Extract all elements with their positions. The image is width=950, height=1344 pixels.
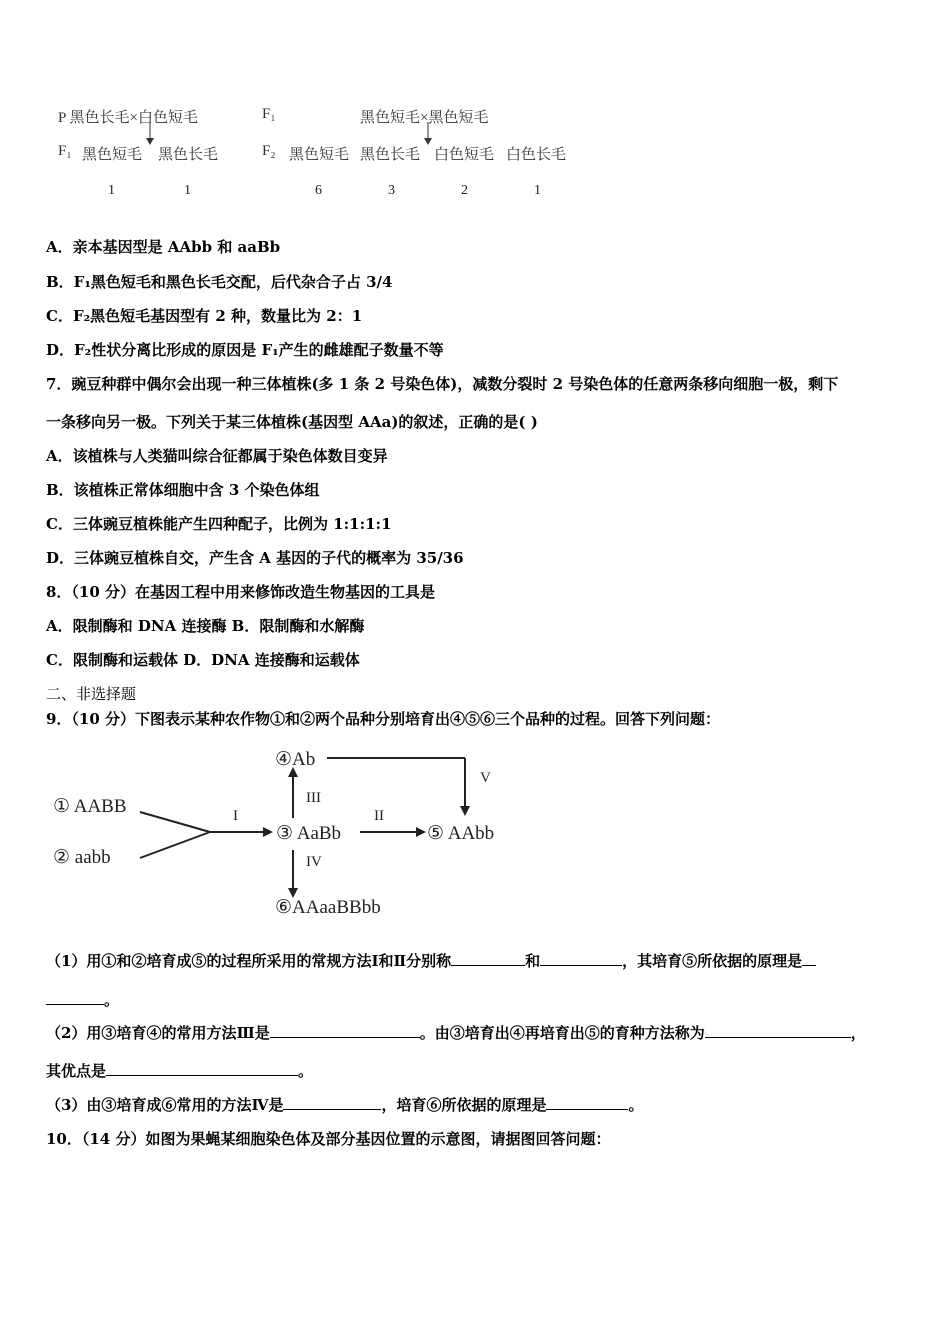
f1-phenotype-b: 黑色长毛 [158, 147, 219, 163]
answer-blank[interactable] [802, 951, 816, 966]
method-label-1: I [233, 808, 238, 824]
method-label-5: V [480, 770, 491, 786]
q9-part2-text-c: ， [850, 1024, 866, 1042]
q9-part3-text-a: （3）由③培育成⑥常用的方法Ⅳ是 [46, 1096, 284, 1114]
answer-blank[interactable] [705, 1023, 851, 1038]
q7-option-d: D．三体豌豆植株自交，产生含 A 基因的子代的概率为 35/36 [46, 549, 464, 567]
q9-stem: 9．（10 分）下图表示某种农作物①和②两个品种分别培育出④⑤⑥三个品种的过程。回答下列问题： [46, 710, 721, 728]
q9-part2-cont [46, 1060, 313, 1081]
q6-option-d: D．F₂性状分离比形成的原因是 F₁产生的雌雄配子数量不等 [46, 341, 444, 359]
q9-part2-text-a: （2）用③培育④的常用方法Ⅲ是 [46, 1024, 270, 1042]
answer-blank[interactable] [451, 951, 525, 966]
f1-label: F₁ [262, 106, 276, 122]
answer-blank[interactable] [106, 1061, 298, 1076]
variety-3: ③ AaBb [276, 823, 342, 844]
q9-part1-text-c: ，其培育⑤所依据的原理是 [622, 952, 803, 970]
q9-part1-text-b: 和 [525, 952, 541, 970]
f2-phenotype: 白色短毛 [434, 147, 495, 163]
answer-blank[interactable] [540, 951, 622, 966]
q7-stem-line2: 一条移向另一极。下列关于某三体植株(基因型 AAa)的叙述，正确的是( ) [46, 413, 538, 431]
q10-stem: 10．（14 分）如图为果蝇某细胞染色体及部分基因位置的示意图，请据图回答问题： [46, 1130, 611, 1148]
ratio-value: 6 [315, 183, 322, 198]
ratio-value: 2 [461, 183, 468, 198]
q8-options-cd: C．限制酶和运载体 D．DNA 连接酶和运载体 [46, 651, 360, 669]
q9-part1-cont [46, 989, 119, 1010]
f2-phenotype: 黑色长毛 [360, 147, 421, 163]
q9-part3-text-c: 。 [628, 1096, 644, 1114]
p-generation-cross: P 黑色长毛×白色短毛 [58, 110, 198, 126]
q9-part2 [46, 1022, 866, 1043]
ratio-value: 1 [534, 183, 541, 198]
q9-part1-text-a: （1）用①和②培育成⑤的过程所采用的常规方法Ⅰ和Ⅱ分别称 [46, 952, 452, 970]
q9-part2-text-b: 。由③培育出④再培育出⑤的育种方法称为 [419, 1024, 705, 1042]
f1-row-label: F₁ [58, 143, 72, 159]
q9-part3 [46, 1094, 644, 1115]
f2-row-label: F₂ [262, 143, 276, 159]
q9-part1-text-d: 。 [104, 991, 120, 1009]
variety-4: ④Ab [275, 749, 316, 770]
method-label-2: II [374, 808, 384, 824]
q6-option-c: C．F₂黑色短毛基因型有 2 种，数量比为 2：1 [46, 307, 363, 325]
answer-blank[interactable] [283, 1095, 381, 1110]
q7-option-b: B．该植株正常体细胞中含 3 个染色体组 [46, 481, 320, 499]
answer-blank[interactable] [46, 990, 104, 1005]
q8-stem: 8．（10 分）在基因工程中用来修饰改造生物基因的工具是 [46, 583, 436, 601]
f1-phenotype-a: 黑色短毛 [82, 147, 143, 163]
answer-blank[interactable] [546, 1095, 628, 1110]
q6-option-b: B．F₁黑色短毛和黑色长毛交配，后代杂合子占 3/4 [46, 273, 393, 291]
q7-option-c: C．三体豌豆植株能产生四种配子，比例为 1:1:1:1 [46, 515, 392, 533]
method-label-3: III [306, 790, 321, 806]
ratio-value: 3 [388, 183, 395, 198]
variety-2: ② aabb [53, 847, 111, 868]
variety-1: ① AABB [53, 796, 127, 817]
f1-cross: 黑色短毛×黑色短毛 [360, 110, 489, 126]
q9-part3-text-b: ，培育⑥所依据的原理是 [381, 1096, 547, 1114]
section-heading: 二、非选择题 [46, 685, 137, 703]
method-label-4: IV [306, 854, 322, 870]
variety-6: ⑥AAaaBBbb [275, 897, 381, 918]
variety-5: ⑤ AAbb [427, 823, 495, 844]
q8-options-ab: A．限制酶和 DNA 连接酶 B．限制酶和水解酶 [46, 617, 365, 635]
q7-option-a: A．该植株与人类猫叫综合征都属于染色体数目变异 [46, 447, 388, 465]
ratio-value: 1 [184, 183, 191, 198]
q9-part1 [46, 950, 816, 971]
q9-part2-text-d: 其优点是 [46, 1062, 107, 1080]
ratio-value: 1 [108, 183, 115, 198]
q6-option-a: A．亲本基因型是 AAbb 和 aaBb [46, 238, 281, 256]
f2-phenotype: 黑色短毛 [289, 147, 350, 163]
answer-blank[interactable] [270, 1023, 420, 1038]
q7-stem-line1: 7．豌豆种群中偶尔会出现一种三体植株(多 1 条 2 号染色体)，减数分裂时 2 号染色体的任意两条移向细胞一极，剩下 [46, 375, 839, 393]
q9-part2-text-e: 。 [298, 1062, 314, 1080]
f2-phenotype: 白色长毛 [506, 147, 567, 163]
